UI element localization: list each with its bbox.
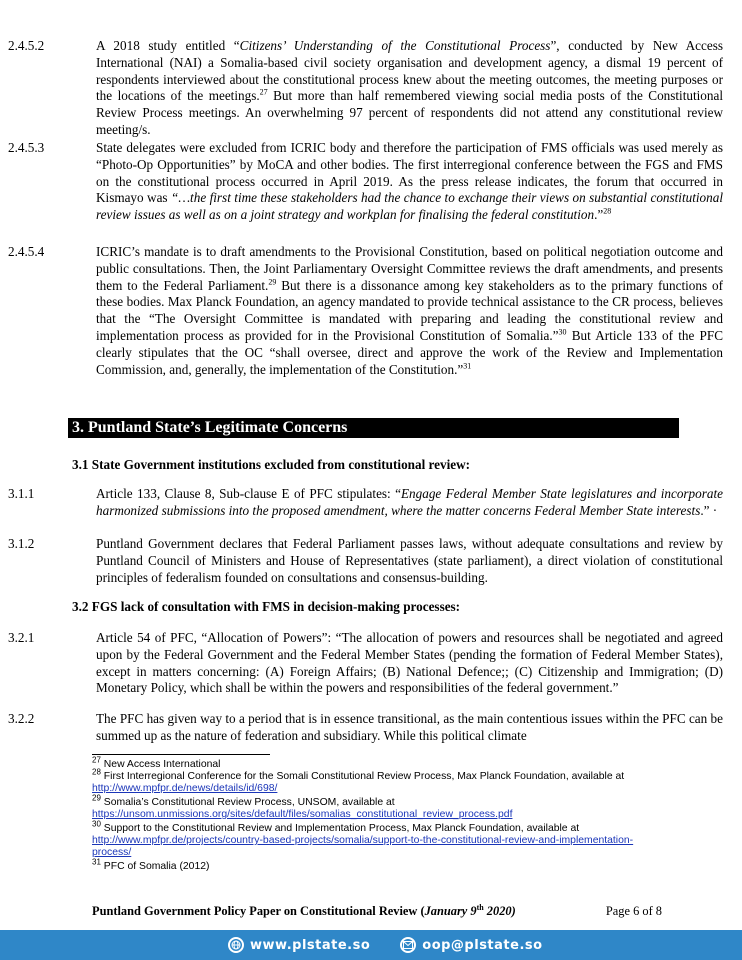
footnote-31: $^{31}$ PFC of Somalia (2012) bbox=[92, 857, 210, 872]
para-number: 3.1.2 bbox=[8, 536, 35, 551]
subsection-heading-3-1: 3.1 State Government institutions excluded from constitutional review: bbox=[72, 457, 471, 472]
section-heading: 3. Puntland State’s Legitimate Concerns bbox=[68, 418, 679, 438]
email-link[interactable]: oop@plstate.so bbox=[422, 937, 543, 953]
contact-band bbox=[0, 930, 742, 960]
footnote-link[interactable]: http://www.mpfpr.de/projects/country-based-projects/somalia/support-to-the-constitutional-review-and-implementation-process/ bbox=[92, 835, 634, 858]
footnote-ref: 27 bbox=[259, 88, 268, 97]
para-number: 2.4.5.3 bbox=[8, 140, 45, 155]
footnote-30: $^{30}$ Support to the Constitutional Review and Implementation Process, Max Planck Foundation, available at http://www.mpfpr.de/projects/country-based-projects/somalia/support-to-the-constitutional-review-and-implementation-process/ bbox=[92, 819, 634, 858]
paragraph-3-2-1: 3.2.1 Article 54 of PFC, “Allocation of Powers”: “The allocation of powers and resources shall be negotiated and agreed upon by the Federal Government and the Federal Member States (pending the formation of Federal Member States), except in matters concerning: (A) Foreign Affairs; (B) National Defence;; (C) Citizenship and Immigration; (D) Monetary Policy, which shall be within the powers and responsibilities of the federal government.” bbox=[8, 630, 723, 696]
contact-info bbox=[228, 930, 543, 960]
para-number: 3.1.1 bbox=[8, 486, 35, 501]
paragraph-3-1-1: 3.1.1 Article 133, Clause 8, Sub-clause E of PFC stipulates: “Engage Federal Member State legislatures and incorporate harmonized submissions into the proposed amendment, where the matter concerns Federal Member State interests.” · bbox=[8, 486, 723, 518]
paragraph-2-4-5-3: 2.4.5.3 State delegates were excluded from ICRIC body and therefore the participation of FMS officials was used merely as “Photo-Op Opportunities” by MoCA and other bodies. The first interregional conference between the FGS and FMS on the constitutional process occurred in April 2019. As the press release indicates, the forum that occurred in Kismayo was “…the first time these stakeholders had the chance to exchange their views on substantial constitutional review issues as well as on a joint strategy and workplan for finalising the federal constitution.”$^{28}$ bbox=[8, 140, 723, 223]
footnote-link[interactable]: http://www.mpfpr.de/news/details/id/698/ bbox=[92, 783, 278, 794]
footnote-link[interactable]: https://unsom.unmissions.org/sites/default/files/somalias_constitutional_review_process.pdf bbox=[92, 809, 513, 820]
para-number: 2.4.5.2 bbox=[8, 38, 45, 53]
subsection-heading-3-2: 3.2 FGS lack of consultation with FMS in decision-making processes: bbox=[72, 599, 461, 614]
footnote-separator bbox=[92, 754, 270, 755]
footnote-ref: 31 bbox=[463, 361, 472, 371]
website-link[interactable]: www.plstate.so bbox=[250, 937, 371, 953]
page-number: Page 6 of 8 bbox=[605, 904, 662, 918]
footnote-29: $^{29}$ Somalia’s Constitutional Review Process, UNSOM, available at https://unsom.unmissions.org/sites/default/files/somalias_constitutional_review_process.pdf bbox=[92, 793, 513, 820]
footnote-28: $^{28}$ First Interregional Conference for the Somali Constitutional Review Process, Max Planck Foundation, available at http://www.mpfpr.de/news/details/id/698/ bbox=[92, 767, 625, 794]
footnote-ref: 30 bbox=[558, 327, 567, 337]
www-globe-icon bbox=[228, 937, 244, 953]
para-number: 2.4.5.4 bbox=[8, 244, 45, 259]
para-number: 3.2.1 bbox=[8, 630, 35, 645]
footnote-ref: 29 bbox=[268, 277, 277, 287]
para-number: 3.2.2 bbox=[8, 711, 35, 726]
paragraph-3-1-2: 3.1.2 Puntland Government declares that Federal Parliament passes laws, without adequate consultations and review by Puntland Council of Ministers and House of Representatives (state parliament), a direct violation of constitutional principles of federalism founded on consultations and consensus-building. bbox=[8, 536, 723, 585]
footnote-27: $^{27}$ New Access International bbox=[92, 755, 221, 770]
paragraph-3-2-2: 3.2.2 The PFC has given way to a period that is in essence transitional, as the main contentious issues within the PFC can be summed up as the nature of federation and subsidiary. While this political climate bbox=[8, 711, 723, 743]
footer-title: Puntland Government Policy Paper on Constitutional Review (January 9th 2020) bbox=[92, 902, 516, 918]
footnote-ref: 28 bbox=[603, 206, 612, 216]
email-icon bbox=[400, 937, 416, 953]
paragraph-2-4-5-2: 2.4.5.2 A 2018 study entitled “Citizens’ Understanding of the Constitutional Process”, conducted by New Access International (NAI) a Somalia-based civil society organisation and development agency, a dismal 19 percent of respondents interviewed about the constitutional process knew about the meeting outcomes, the meeting purposes or the locations of the meetings.$^{27}$ But more than half remembered viewing social media posts of the Constitutional Review Process meetings. An overwhelming 97 percent of respondents did not attend any constitutional review meeting/s. bbox=[8, 38, 724, 137]
paragraph-2-4-5-4: 2.4.5.4 ICRIC’s mandate is to draft amendments to the Provisional Constitution, based on political negotiation outcome and public consultations. Then, the Joint Parliamentary Oversight Committee reviews the draft amendments, and presents them to the Federal Parliament.$^{29}$ But there is a dissonance among key stakeholders as to the primary functions of these bodies. Max Planck Foundation, an agency mandated to provide technical assistance to the CR process, believes that the “The Oversight Committee is mandated with preparing and leading the constitutional review and implementation process as provided for in the Provisional Constitution of Somalia.”$^{30}$ But Article 133 of the PFC clearly stipulates that the OC “shall oversee, direct and approve the work of the Review and Implementation Commission, and, generally, the implementation of the Constitution.”$^{31}$ bbox=[8, 244, 724, 377]
